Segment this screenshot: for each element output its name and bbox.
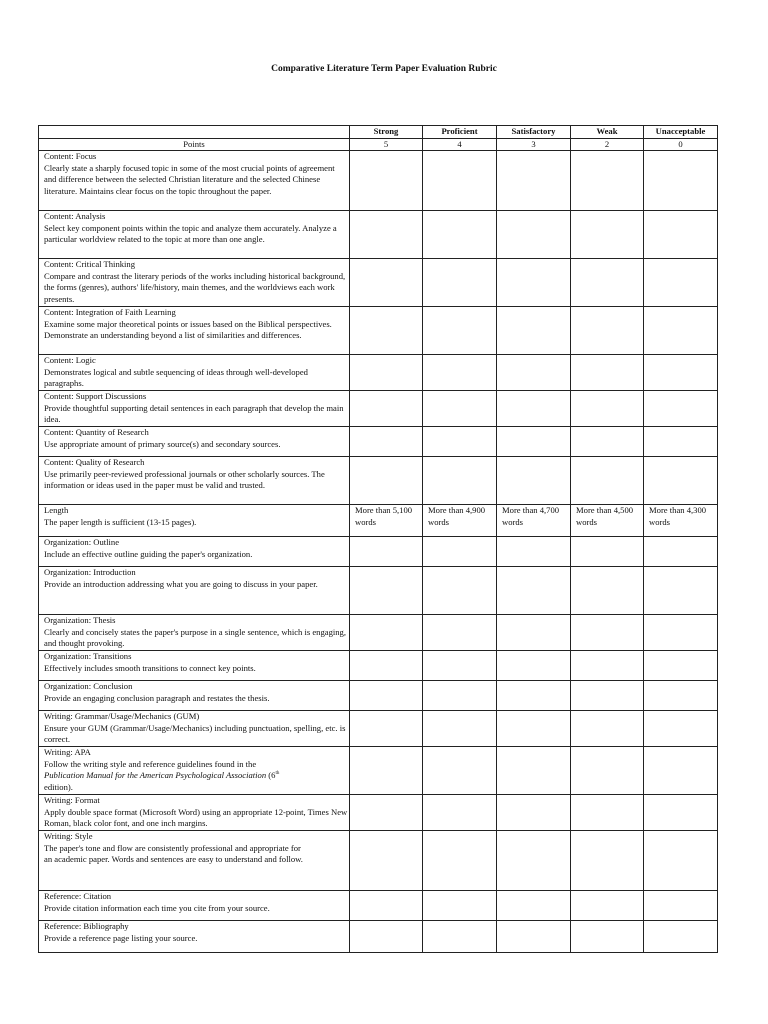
score-cell (423, 711, 497, 747)
score-cell (350, 355, 423, 391)
score-cell (571, 355, 644, 391)
criterion-cell (39, 615, 350, 651)
criterion-description: Include an effective outline guiding the paper's organization. (44, 548, 253, 559)
score-cell (644, 891, 718, 921)
score-cell (571, 457, 644, 505)
criterion-description: Use appropriate amount of primary source(s) and secondary sources. (44, 438, 281, 449)
score-cell (644, 795, 718, 831)
criterion-description: Clearly state a sharply focused topic in some of the most crucial points of agreement and difference between the selected Christian literature and the selected Chinese literature. Maintains clear focus on the topic throughout the paper. (44, 162, 335, 196)
score-cell (423, 211, 497, 259)
score-cell (571, 681, 644, 711)
criterion-row (39, 795, 718, 831)
criterion-category: Content: Analysis (44, 211, 106, 222)
criterion-category: Writing: Format (44, 795, 100, 806)
score-cell (423, 259, 497, 307)
criterion-cell (39, 355, 350, 391)
score-cell (350, 211, 423, 259)
score-cell (423, 747, 497, 795)
criterion-cell (39, 681, 350, 711)
criterion-category: Content: Focus (44, 151, 97, 162)
score-cell (497, 211, 571, 259)
criterion-description (44, 759, 349, 794)
score-cell (423, 427, 497, 457)
score-cell (350, 747, 423, 795)
criterion-cell (39, 651, 350, 681)
criterion-category: Reference: Bibliography (44, 921, 129, 932)
criterion-description: Provide thoughtful supporting detail sentences in each paragraph that develop the main idea. (44, 402, 344, 425)
level-header: Strong (350, 126, 423, 139)
score-cell: More than 4,700 words (497, 505, 571, 537)
score-cell (497, 747, 571, 795)
criterion-description: Select key component points within the topic and analyze them accurately. Analyze a particular worldview related to the topic at more than one angle. (44, 222, 337, 245)
criterion-category: Organization: Thesis (44, 615, 116, 626)
description-text: Follow the writing style and reference guidelines found in the (44, 758, 257, 769)
score-cell (497, 259, 571, 307)
score-cell (571, 651, 644, 681)
criterion-cell (39, 427, 350, 457)
points-row (39, 138, 718, 151)
score-cell (644, 457, 718, 505)
score-cell (497, 891, 571, 921)
criterion-category: Content: Critical Thinking (44, 259, 136, 270)
criterion-category: Reference: Citation (44, 891, 112, 902)
criterion-category: Writing: APA (44, 747, 91, 758)
score-cell (497, 427, 571, 457)
score-cell (571, 891, 644, 921)
criterion-category: Content: Integration of Faith Learning (44, 307, 176, 318)
score-cell (571, 747, 644, 795)
criterion-description: Provide an engaging conclusion paragraph and restates the thesis. (44, 692, 270, 703)
score-cell (350, 711, 423, 747)
score-cell (423, 537, 497, 567)
score-cell (644, 537, 718, 567)
score-cell (644, 211, 718, 259)
score-cell (423, 307, 497, 355)
criterion-row (39, 921, 718, 953)
criterion-cell (39, 307, 350, 355)
criterion-cell (39, 537, 350, 567)
criterion-category: Organization: Introduction (44, 567, 136, 578)
criterion-cell (39, 921, 350, 953)
score-cell (571, 151, 644, 211)
score-cell (571, 711, 644, 747)
criterion-category: Writing: Style (44, 831, 93, 842)
criterion-category: Length (44, 505, 69, 516)
criterion-cell (39, 747, 350, 795)
criterion-description: The paper length is sufficient (13-15 pages). (44, 516, 197, 527)
score-cell (423, 831, 497, 891)
criterion-cell (39, 151, 350, 211)
criterion-cell (39, 567, 350, 615)
score-cell (423, 567, 497, 615)
score-cell (644, 567, 718, 615)
score-cell (644, 921, 718, 953)
points-value: 4 (423, 138, 497, 151)
score-cell: More than 5,100 words (350, 505, 423, 537)
score-cell (350, 795, 423, 831)
score-cell (423, 457, 497, 505)
criterion-category: Writing: Grammar/Usage/Mechanics (GUM) (44, 711, 200, 722)
score-cell (497, 457, 571, 505)
score-cell (423, 651, 497, 681)
criterion-category: Content: Quantity of Research (44, 427, 149, 438)
criterion-cell (39, 795, 350, 831)
points-value: 2 (571, 138, 644, 151)
score-cell (350, 427, 423, 457)
criterion-cell (39, 457, 350, 505)
score-cell (350, 151, 423, 211)
score-cell (571, 427, 644, 457)
score-cell: More than 4,500 words (571, 505, 644, 537)
score-cell (497, 615, 571, 651)
rubric-table (38, 125, 718, 953)
score-cell (644, 151, 718, 211)
score-cell (497, 921, 571, 953)
score-cell (644, 711, 718, 747)
score-cell (497, 307, 571, 355)
criterion-description: Provide citation information each time you cite from your source. (44, 902, 270, 913)
score-cell (644, 391, 718, 427)
criterion-row (39, 427, 718, 457)
criterion-row (39, 651, 718, 681)
score-cell (571, 567, 644, 615)
score-cell (497, 831, 571, 891)
score-cell (497, 391, 571, 427)
criterion-cell (39, 831, 350, 891)
score-cell (423, 795, 497, 831)
criterion-category: Organization: Transitions (44, 651, 132, 662)
description-text: edition). (44, 781, 73, 792)
level-header: Satisfactory (497, 126, 571, 139)
score-cell (350, 891, 423, 921)
criterion-row (39, 891, 718, 921)
score-cell (423, 615, 497, 651)
score-cell (571, 795, 644, 831)
level-header: Weak (571, 126, 644, 139)
score-cell (350, 391, 423, 427)
criterion-description-line: The paper's tone and flow are consistently professional and appropriate for (44, 842, 301, 853)
score-cell (350, 537, 423, 567)
criterion-row (39, 681, 718, 711)
score-cell (644, 259, 718, 307)
score-cell (644, 681, 718, 711)
points-value: 5 (350, 138, 423, 151)
criterion-cell (39, 505, 350, 537)
level-header: Unacceptable (644, 126, 718, 139)
score-cell (423, 891, 497, 921)
score-cell (497, 567, 571, 615)
criterion-description: Ensure your GUM (Grammar/Usage/Mechanics) including punctuation, spelling, etc. is correct. (44, 722, 346, 745)
criterion-category: Content: Support Discussions (44, 391, 147, 402)
score-cell (571, 391, 644, 427)
score-cell (644, 615, 718, 651)
score-cell (644, 747, 718, 795)
score-cell (423, 151, 497, 211)
score-cell (350, 681, 423, 711)
superscript: th (275, 771, 280, 777)
criterion-description: Examine some major theoretical points or issues based on the Biblical perspectives. Demonstrate an understanding beyond a list of similarities and differences. (44, 318, 332, 341)
score-cell (497, 795, 571, 831)
score-cell (497, 681, 571, 711)
points-value: 0 (644, 138, 718, 151)
score-cell (350, 615, 423, 651)
corner-cell (39, 126, 350, 139)
score-cell (423, 921, 497, 953)
score-cell (350, 651, 423, 681)
criterion-cell (39, 711, 350, 747)
criterion-row (39, 457, 718, 505)
score-cell (571, 211, 644, 259)
score-cell: More than 4,300 words (644, 505, 718, 537)
criterion-cell (39, 891, 350, 921)
score-cell (497, 151, 571, 211)
criterion-category: Content: Logic (44, 355, 96, 366)
score-cell (350, 259, 423, 307)
score-cell (644, 427, 718, 457)
level-header: Proficient (423, 126, 497, 139)
criterion-row (39, 711, 718, 747)
criterion-row (39, 537, 718, 567)
criterion-description: Demonstrates logical and subtle sequencing of ideas through well-developed paragraphs. (44, 366, 308, 389)
criterion-row (39, 391, 718, 427)
criterion-description: Provide a reference page listing your source. (44, 932, 198, 943)
criterion-description-line: an academic paper. Words and sentences are easy to understand and follow. (44, 854, 303, 865)
description-text: (6 (266, 770, 276, 781)
criterion-cell (39, 391, 350, 427)
score-cell (571, 921, 644, 953)
score-cell (497, 711, 571, 747)
score-cell (350, 307, 423, 355)
score-cell: More than 4,900 words (423, 505, 497, 537)
score-cell (571, 537, 644, 567)
score-cell (571, 615, 644, 651)
criterion-description: Use primarily peer-reviewed professional journals or other scholarly sources. The information or ideas used in the paper must be valid and trusted. (44, 468, 325, 491)
criterion-cell (39, 211, 350, 259)
criterion-row (39, 355, 718, 391)
score-cell (571, 831, 644, 891)
score-cell (350, 567, 423, 615)
points-value: 3 (497, 138, 571, 151)
criterion-category: Content: Quality of Research (44, 457, 145, 468)
score-cell (644, 831, 718, 891)
criterion-description: Clearly and concisely states the paper's purpose in a single sentence, which is engaging, and thought provoking. (44, 626, 347, 649)
criterion-row (39, 505, 718, 537)
publication-title: Publication Manual for the American Psychological Association (44, 770, 267, 781)
score-cell (497, 537, 571, 567)
score-cell (423, 681, 497, 711)
score-cell (423, 391, 497, 427)
score-cell (497, 651, 571, 681)
score-cell (350, 457, 423, 505)
criterion-description: Compare and contrast the literary periods of the works including historical background, the forms (genres), authors' life/history, main themes, and the worldviews each work presents. (44, 270, 346, 304)
criterion-row (39, 307, 718, 355)
criterion-description: Effectively includes smooth transitions to connect key points. (44, 662, 256, 673)
criterion-row (39, 747, 718, 795)
points-label: Points (39, 138, 350, 151)
criterion-row (39, 151, 718, 211)
score-cell (644, 307, 718, 355)
score-cell (644, 355, 718, 391)
criterion-description: Apply double space format (Microsoft Word) using an appropriate 12-point, Times New Roman, black color font, and one inch margins. (44, 806, 348, 829)
criterion-row (39, 615, 718, 651)
score-cell (497, 355, 571, 391)
criterion-category: Organization: Conclusion (44, 681, 133, 692)
level-header-row (39, 126, 718, 139)
criterion-category: Organization: Outline (44, 537, 120, 548)
criterion-row (39, 831, 718, 891)
score-cell (644, 651, 718, 681)
score-cell (571, 307, 644, 355)
criterion-row (39, 211, 718, 259)
criterion-description: Provide an introduction addressing what you are going to discuss in your paper. (44, 578, 318, 589)
document-title: Comparative Literature Term Paper Evaluation Rubric (271, 64, 497, 74)
criterion-row (39, 259, 718, 307)
score-cell (350, 921, 423, 953)
score-cell (423, 355, 497, 391)
criterion-row (39, 567, 718, 615)
criterion-cell (39, 259, 350, 307)
score-cell (571, 259, 644, 307)
score-cell (350, 831, 423, 891)
